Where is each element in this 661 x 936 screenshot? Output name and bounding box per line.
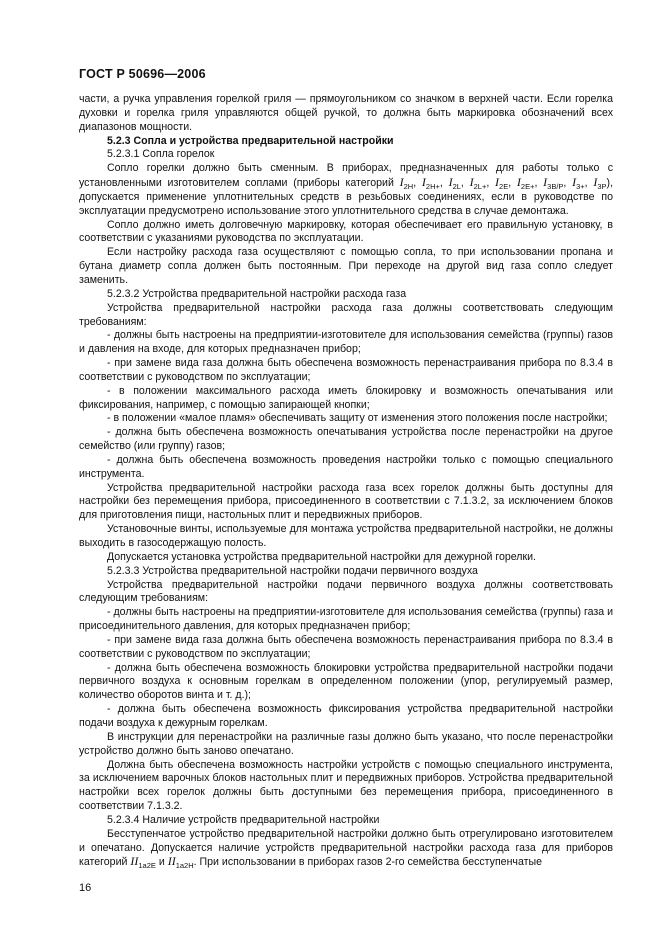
text-run: Сопло горелки должно быть сменным. В приборах, предназначенных для работы только с установленными изготовителем соплами (приборы категорий [79, 162, 613, 190]
category-subscript: 1a2H [175, 861, 194, 871]
category-symbol: II [130, 854, 139, 869]
list-item: - при замене вида газа должна быть обеспечена возможность перенастраивания прибора по 8.3.4 в соответствии с руководством по эксплуатации; [79, 357, 613, 383]
subsection-heading: 5.2.3.1 Сопла горелок [107, 148, 215, 161]
list-item: - при замене вида газа должна быть обеспечена возможность перенастраивания прибора по 8.3.4 в соответствии с руководством по эксплуатации; [79, 633, 613, 660]
subsection-heading: 5.2.3.4 Наличие устройств предварительной настройки [107, 813, 380, 826]
list-item: - в положении максимального расхода иметь блокировку и возможность опечатывания или фиксирования, например, с помощью запирающей кнопки; [79, 384, 613, 411]
document-header: ГОСТ Р 50696—2006 [79, 67, 206, 81]
list-item: - должны быть настроены на предприятии-изготовителе для использования семейства (группы) газов и давления на входе, для которых предназначен прибор; [79, 329, 613, 356]
paragraph: Должна быть обеспечена возможность настройки устройств с помощью специального инструмента, за исключением варочных блоков настольных плит и передвижных приборов. Устройства предварительной настройки всех горелок должны быть доступными без перемещения прибора, присоединенного в соответствии 7.1.3.2. [79, 758, 613, 813]
category-subscript: 2L [452, 182, 461, 192]
category-subscript: 2H [403, 182, 414, 192]
page-number: 16 [79, 882, 92, 894]
category-symbol: I [448, 175, 453, 190]
category-symbol: I [421, 175, 426, 190]
list-item: - должна быть обеспечена возможность опечатывания устройства после перенастройки на другое семейство (или группу) газов; [79, 426, 613, 453]
category-symbol: I [399, 175, 404, 190]
category-subscript: 2E+ [520, 182, 535, 192]
subsection-heading: 5.2.3.3 Устройства предварительной настройки подачи первичного воздуха [107, 564, 478, 577]
category-subscript: 3P [597, 182, 607, 192]
list-item: - должна быть обеспечена возможность проведения настройки только с помощью специального инструмента. [79, 453, 613, 480]
paragraph: Устройства предварительной настройки расхода газа всех горелок должны быть доступны для настройки без перемещения прибора, присоединенного в соответствии с 7.1.3.2, за исключением блоков для приготовления пищи, настольных плит и передвижных приборов. [79, 481, 613, 522]
category-subscript: 2L+ [473, 182, 487, 192]
category-symbol: I [543, 175, 548, 190]
paragraph: Сопло горелки должно быть сменным. В приборах, предназначенных для работы только с установленными изготовителем соплами (приборы категорий $I_{2H}$, $I_{2H+}$, $I_{2L}$, $I_{2L+}$, $I_{2E}$, $I_{2E+}$, $I_{3B/P}$, $I_{3+}$, $I_{3P}$), допускается применение уплотнительных средств в резьбовых соединениях, если в руководстве по эксплуатации предусмотрено использование этого уплотнительного средства в случае демонтажа. [79, 162, 614, 217]
category-subscript: 2H+ [425, 182, 440, 192]
paragraph: части, а ручка управления горелкой гриля — прямоугольником со значком в верхней части. Если горелка духовки и горелка гриля управляются общей ручкой, то должна быть маркировка обозначений всех диапазонов мощности. [79, 93, 613, 133]
paragraph: В инструкции для перенастройки на различные газы должно быть указано, что после перенастройки устройство должно быть заново опечатано. [79, 730, 613, 757]
subsection-heading: 5.2.3.2 Устройства предварительной настройки расхода газа [107, 287, 407, 300]
category-symbol: I [495, 175, 500, 190]
paragraph: Если настройку расхода газа осуществляют с помощью сопла, то при использовании пропана и бутана диаметр сопла должен быть постоянным. При переходе на другой вид газа сопло следует заменить. [79, 246, 613, 286]
category-symbol: I [516, 175, 521, 190]
list-item: - в положении «малое пламя» обеспечивать защиту от изменения этого положения после настройки; [107, 412, 608, 425]
category-symbol: I [469, 175, 474, 190]
category-subscript: 3B/P [547, 182, 564, 192]
list-item: - должна быть обеспечена возможность блокировки устройства предварительной настройки подачи первичного воздуха к основным горелкам в определенном положении (упор, регулируемый размер, количество оборотов винта и т. д.); [79, 661, 613, 702]
paragraph: Сопло должно иметь долговечную маркировку, которая обеспечивает его правильную установку, в соответствии с указаниями руководства по эксплуатации. [79, 218, 613, 245]
paragraph: Допускается установка устройства предварительной настройки для дежурной горелки. [107, 550, 536, 563]
text-run: При использовании в приборах газов 2-го семейства бесступенчатые [199, 856, 542, 869]
category-subscript: 3+ [576, 182, 585, 192]
category-symbol: II [167, 854, 176, 869]
section-heading: 5.2.3 Сопла и устройства предварительной настройки [107, 134, 394, 147]
list-item: - должны быть настроены на предприятии-изготовителе для использования семейства (группы) газа и присоединительного давления, для которых предназначен прибор; [79, 606, 613, 633]
paragraph: Устройства предварительной настройки подачи первичного воздуха должны соответствовать следующим требованиям: [79, 578, 613, 605]
list-item: - должна быть обеспечена возможность фиксирования устройства предварительной настройки подачи воздуха к дежурным горелкам. [79, 703, 613, 729]
category-symbol: I [593, 175, 598, 190]
text-run: и [158, 856, 165, 869]
document-body [79, 93, 613, 870]
category-symbol: I [572, 175, 577, 190]
text-run: Бесступенчатое устройство предварительной настройки должно быть отрегулировано изготовителем и опечатано. Допускается наличие устройств предварительной настройки расхода газа для приборов категорий [79, 827, 613, 869]
paragraph: Устройства предварительной настройки расхода газа должны соответствовать следующим требованиям: [79, 301, 613, 328]
paragraph: Установочные винты, используемые для монтажа устройства предварительной настройки, не должны выходить в газосодержащую полость. [79, 523, 613, 549]
paragraph: Бесступенчатое устройство предварительной настройки должно быть отрегулировано изготовителем и опечатано. Допускается наличие устройств предварительной настройки расхода газа для приборов категорий $II_{1a2E}$ и $II_{1a2H}$. При использовании в приборах газов 2-го семейства бесступенчатые [79, 827, 613, 871]
text-run: допускается применение уплотнительных средств в резьбовых соединениях, если в руководстве по эксплуатации предусмотрено использование этого уплотнительного средства в случае демонтажа. [79, 190, 613, 217]
category-subscript: 1a2E [138, 861, 156, 871]
category-subscript: 2E [499, 182, 509, 192]
